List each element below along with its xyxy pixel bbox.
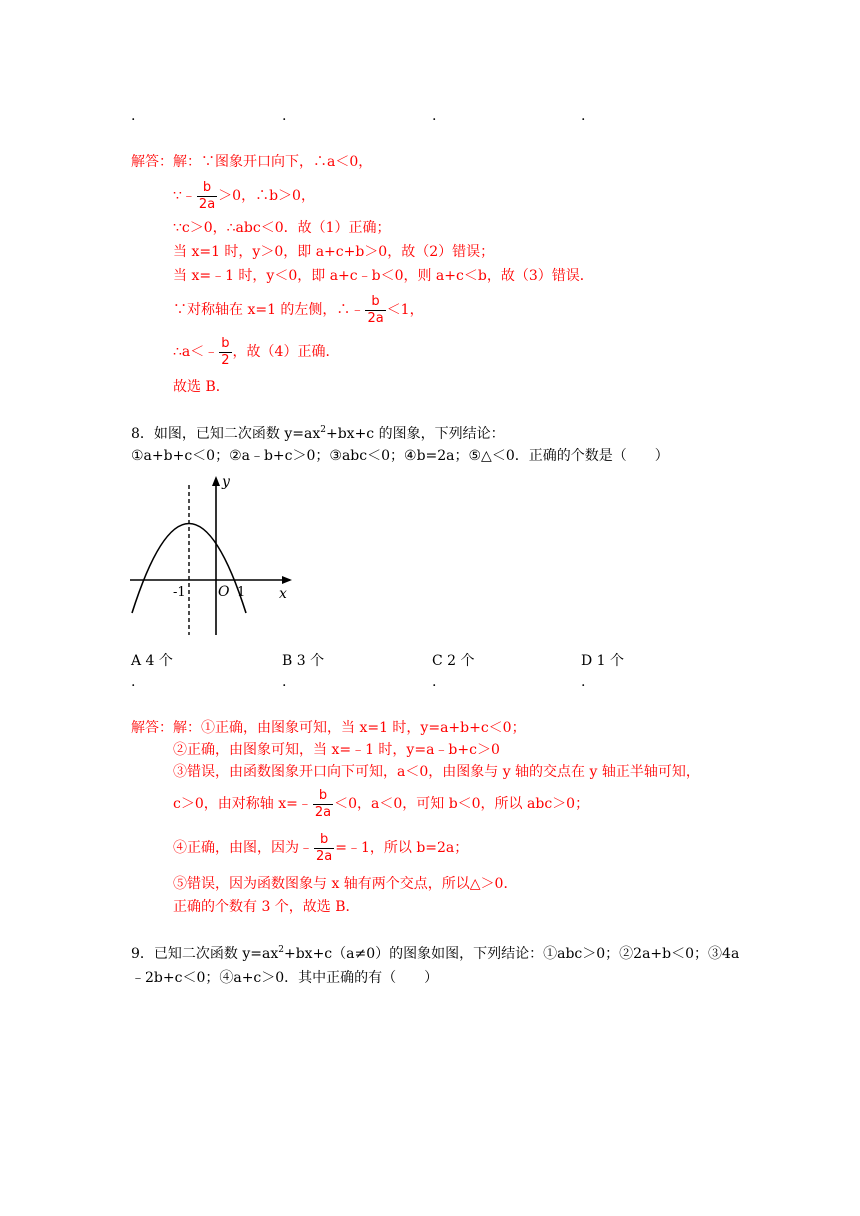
x-axis-label: x	[279, 586, 287, 602]
superscript: 2	[320, 425, 326, 435]
solution-text: ∵对称轴在 x=1 的左侧，∴﹣	[173, 302, 365, 318]
fraction-b-over-2a	[314, 832, 334, 865]
solution-text: 解：∵图象开口向下，∴a＜0，	[173, 154, 373, 170]
fraction-denominator: 2	[221, 352, 230, 368]
fraction-b-over-2	[219, 336, 231, 369]
fraction-b-over-2a	[197, 180, 217, 213]
solution-text: ＜0，a＜0，可知 b＜0，所以 abc＞0；	[334, 796, 590, 812]
solution7-line7	[173, 332, 339, 372]
solution8-line1	[131, 716, 526, 740]
option-dot: .	[282, 674, 287, 690]
question9-line2: ﹣2b+c＜0；④a+c＞0．其中正确的有（ ）	[131, 970, 439, 986]
solution8-line7: 正确的个数有 3 个，故选 B．	[173, 899, 360, 915]
x-axis-arrow	[282, 576, 292, 584]
origin-label: O	[218, 584, 230, 600]
fraction-denominator: 2a	[367, 310, 384, 326]
solution7-line2	[173, 176, 315, 216]
solution-prefix: 解答：	[131, 720, 173, 736]
tick-label-neg1: -1	[173, 585, 186, 600]
solution-text: c＞0，由对称轴 x=﹣	[173, 796, 312, 812]
solution7-line6	[173, 290, 424, 330]
parabola-graph	[128, 470, 298, 640]
question-text: 9．已知二次函数 y=ax	[131, 946, 279, 962]
fraction-numerator: b	[318, 787, 328, 803]
option-c[interactable]: C 2 个	[432, 653, 475, 669]
solution-text: =﹣1，所以 b=2a；	[335, 840, 469, 856]
solution-text: ④正确，由图，因为﹣	[173, 840, 313, 856]
solution8-line6: ⑤错误，因为函数图象与 x 轴有两个交点，所以△＞0．	[173, 876, 518, 892]
fraction-b-over-2a	[365, 294, 385, 327]
question-text: 8．如图，已知二次函数 y=ax	[131, 426, 321, 442]
solution7-line5: 当 x=﹣1 时，y＜0，即 a+c﹣b＜0，则 a+c＜b，故（3）错误．	[173, 268, 594, 284]
solution-text: ＞0，∴b＞0，	[218, 188, 315, 204]
option-d[interactable]: D 1 个	[581, 653, 625, 669]
option-dot: .	[581, 108, 586, 124]
solution-text: ∵﹣	[173, 188, 196, 204]
question8-line2: ①a+b+c＜0；②a﹣b+c＞0；③abc＜0；④b=2a；⑤△＜0．正确的个数是（ ）	[131, 448, 669, 464]
option-dot: .	[581, 674, 586, 690]
question9-line1	[131, 942, 739, 966]
solution8-line2: ②正确，由图象可知，当 x=﹣1 时，y=a﹣b+c＞0	[173, 742, 500, 758]
fraction-numerator: b	[221, 335, 230, 351]
option-a[interactable]: A 4 个	[131, 653, 173, 669]
option-dot: .	[432, 674, 437, 690]
solution8-line3: ③错误，由函数图象开口向下可知，a＜0，由图象与 y 轴的交点在 y 轴正半轴可知，	[173, 764, 700, 780]
option-dot: .	[131, 674, 136, 690]
fraction-numerator: b	[371, 293, 380, 309]
option-dot: .	[432, 108, 437, 124]
solution7-line3: ∵c＞0，∴abc＜0．故（1）正确；	[173, 220, 391, 236]
fraction-denominator: 2a	[316, 848, 333, 864]
fraction-numerator: b	[202, 179, 212, 195]
y-axis-label: y	[222, 474, 230, 490]
solution7-line1	[131, 150, 372, 174]
question-text: +bx+c（a≠0）的图象如图，下列结论：①abc＞0；②2a+b＜0；③4a	[283, 946, 740, 962]
solution-prefix: 解答：	[131, 154, 173, 170]
superscript: 2	[278, 945, 284, 955]
solution7-line8: 故选 B．	[173, 379, 230, 395]
fraction-denominator: 2a	[198, 196, 216, 212]
fraction-b-over-2a	[313, 788, 333, 821]
question8-line1	[131, 422, 505, 446]
tick-label-1: 1	[237, 585, 246, 600]
fraction-numerator: b	[319, 831, 329, 847]
solution-text: 解：①正确，由图象可知，当 x=1 时，y=a+b+c＜0；	[173, 720, 526, 736]
solution-text: ＜1，	[386, 302, 424, 318]
fraction-denominator: 2a	[314, 804, 332, 820]
y-axis-arrow	[212, 476, 220, 486]
option-dot: .	[131, 108, 136, 124]
solution7-line4: 当 x=1 时，y＞0，即 a+c+b＞0，故（2）错误；	[173, 244, 495, 260]
question-text: +bx+c 的图象，下列结论：	[325, 426, 505, 442]
option-b[interactable]: B 3 个	[282, 653, 325, 669]
option-dot: .	[282, 108, 287, 124]
solution-text: ，故（4）正确．	[232, 344, 340, 360]
solution-text: ∴a＜﹣	[173, 344, 219, 360]
solution8-line4	[173, 784, 589, 824]
solution8-line5	[173, 828, 468, 868]
